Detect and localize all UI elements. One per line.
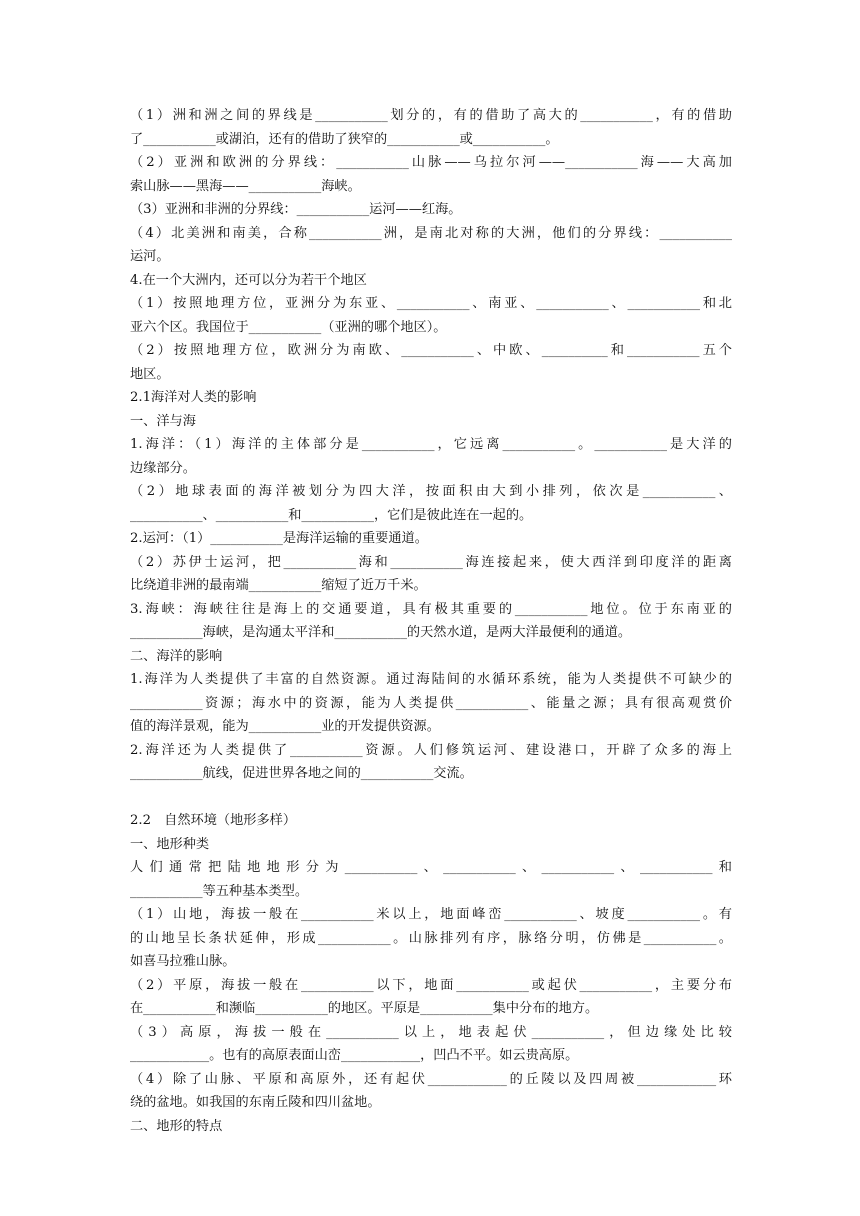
text-line: （2）苏伊士运河，把___________海和___________海连接起来，使大西洋到印度洋的距离 <box>130 554 732 570</box>
text-line: （4）除了山脉、平原和高原外，还有起伏____________的丘陵以及四周被____________环 <box>130 1071 732 1087</box>
text-line: 绕的盆地。如我国的东南丘陵和四川盆地。 <box>130 1095 381 1110</box>
text-line: 如喜马拉雅山脉。 <box>130 954 236 969</box>
section-heading: 2.2 自然环境（地形多样） <box>130 813 297 828</box>
blank-line <box>130 786 732 810</box>
text-line: （3）亚洲和非洲的分界线：___________运河——红海。 <box>130 202 462 217</box>
text-line: （1）山地，海拔一般在___________米以上，地面峰峦___________、坡度___________。有 <box>130 907 732 922</box>
text-line: ____________。也有的高原表面山峦____________，凹凸不平。如云贵高原。 <box>130 1048 579 1063</box>
section-heading: 二、地形的特点 <box>130 1118 223 1134</box>
text-line: 运河。 <box>130 249 170 264</box>
text-line: ___________、___________和___________，它们是彼此连在一起的。 <box>130 507 533 523</box>
text-line: 比绕道非洲的最南端___________缩短了近万千米。 <box>130 578 427 593</box>
text-line: 2.运河：（1）___________是海洋运输的重要通道。 <box>130 531 428 546</box>
text-line: 亚六个区。我国位于___________（亚洲的哪个地区）。 <box>130 319 447 335</box>
section-heading: 2.1海洋对人类的影响 <box>130 390 257 405</box>
text-line: 的山地呈长条状延伸，形成___________。山脉排列有序，脉络分明，仿佛是___________。 <box>130 930 732 946</box>
text-line: 人们通常把陆地地形分为___________、___________、___________、___________和 <box>130 860 732 875</box>
text-line: 2.海洋还为人类提供了___________资源。人们修筑运河、建设港口，开辟了众多的海上 <box>130 742 732 758</box>
text-line: 3.海峡：海峡往往是海上的交通要道，具有极其重要的___________地位。位于东南亚的 <box>130 601 732 617</box>
text-line: （4）北美洲和南美，合称___________洲，是南北对称的大洲，他们的分界线：___________ <box>130 225 732 241</box>
text-line: 了___________或湖泊，还有的借助了狭窄的___________或___________。 <box>130 131 559 147</box>
section-heading: 一、洋与海 <box>130 413 196 429</box>
text-line: （3）高原，海拔一般在___________以上，地表起伏___________，但边缘处比较 <box>130 1024 732 1040</box>
text-line: 1.海洋：（1）海洋的主体部分是___________，它远离___________。___________是大洋的 <box>130 437 732 452</box>
text-line: 索山脉——黑海——___________海峡。 <box>130 178 361 194</box>
text-line: 值的海洋景观，能为___________业的开发提供资源。 <box>130 719 440 734</box>
text-line: （2）亚洲和欧洲的分界线：___________山脉——乌拉尔河——___________海——大高加 <box>130 155 732 170</box>
text-line: （2）地球表面的海洋被划分为四大洋，按面积由大到小排列，依次是___________、 <box>130 484 732 499</box>
text-line: （2）按照地理方位，欧洲分为南欧、___________、中欧、__________和___________五个 <box>130 343 732 358</box>
text-line: 1.海洋为人类提供了丰富的自然资源。通过海陆间的水循环系统，能为人类提供不可缺少的 <box>130 672 732 687</box>
text-line: ___________海峡，是沟通太平洋和___________的天然水道，是两大洋最便利的通道。 <box>130 625 632 640</box>
text-line: 边缘部分。 <box>130 460 196 476</box>
text-line: ___________等五种基本类型。 <box>130 883 309 899</box>
text-line: （1）按照地理方位，亚洲分为东亚、___________、南亚、___________、___________和北 <box>130 296 732 311</box>
section-heading: 4.在一个大洲内，还可以分为若干个地区 <box>130 272 367 288</box>
text-line: （2）平原，海拔一般在___________以下，地面___________或起伏___________，主要分布 <box>130 977 732 993</box>
text-line: （1）洲和洲之间的界线是___________划分的，有的借助了高大的___________，有的借助 <box>130 108 732 123</box>
document-page <box>130 104 732 1138</box>
section-heading: 二、海洋的影响 <box>130 648 223 664</box>
text-line: 在___________和濒临___________的地区。平原是___________集中分布的地方。 <box>130 1001 599 1016</box>
section-heading: 一、地形种类 <box>130 836 210 852</box>
text-line: ___________航线，促进世界各地之间的___________交流。 <box>130 766 473 781</box>
text-line: 地区。 <box>130 366 170 382</box>
text-line: ___________资源；海水中的资源，能为人类提供___________、能量之源；具有很高观赏价 <box>130 695 732 711</box>
